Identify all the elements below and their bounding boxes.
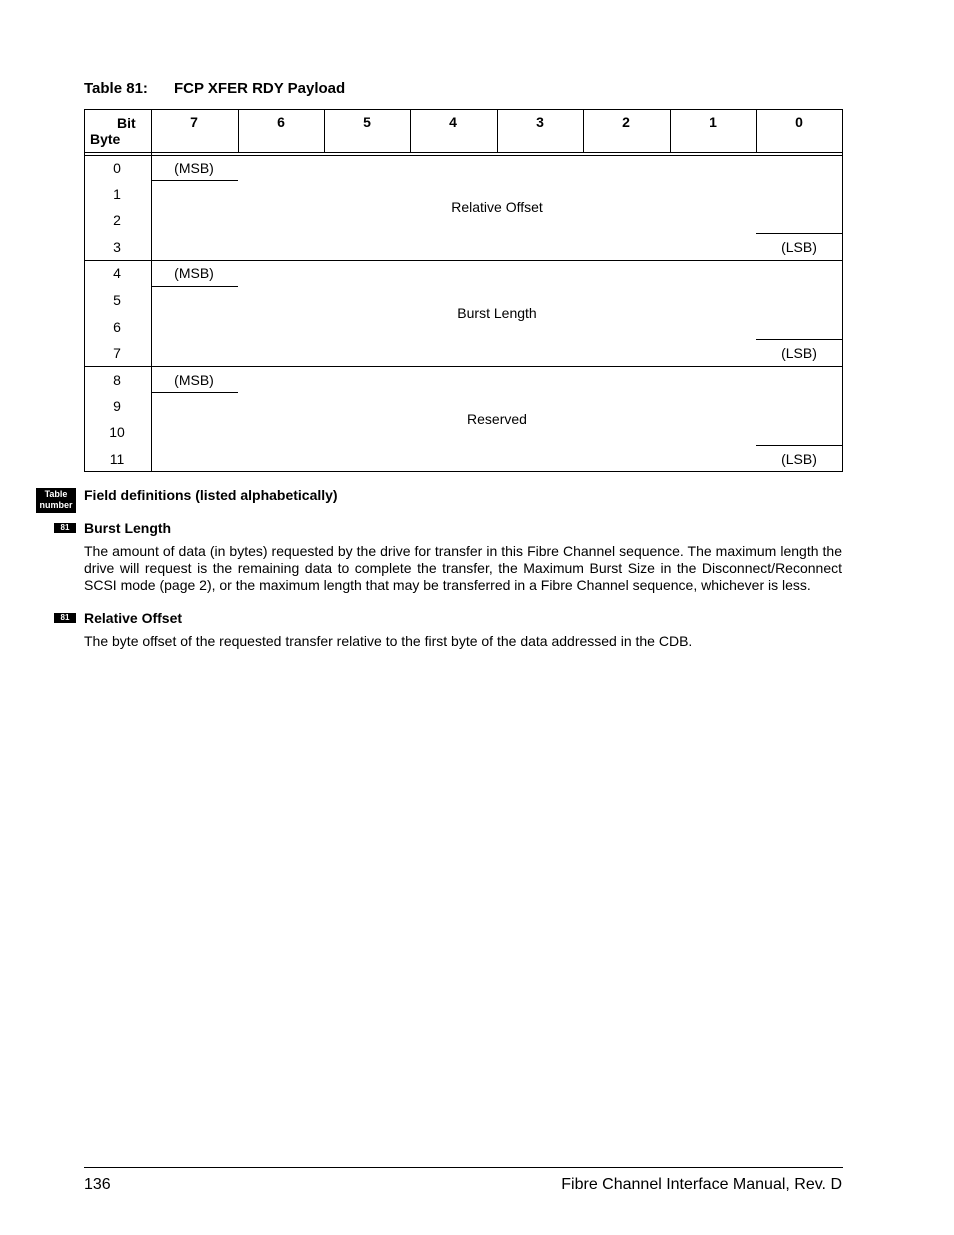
- bit-header-7: 7: [190, 114, 198, 130]
- field-description-relative-offset: The byte offset of the requested transfer relative to the first byte of the data addressed in the CDB.: [84, 633, 693, 649]
- bit-header-3: 3: [536, 114, 544, 130]
- bit-header-4: 4: [449, 114, 457, 130]
- col-divider: [583, 109, 584, 153]
- table-caption-title: FCP XFER RDY Payload: [174, 80, 346, 97]
- msb-label: (MSB): [174, 265, 214, 281]
- field-table-tag: 81: [54, 613, 76, 623]
- byte-number: 11: [109, 451, 125, 467]
- table-border-top: [84, 109, 843, 110]
- byte-column-divider: [151, 109, 152, 472]
- col-divider: [497, 109, 498, 153]
- msb-label: (MSB): [174, 160, 214, 176]
- msb-underline: [151, 286, 238, 287]
- header-rule-1: [84, 152, 843, 153]
- byte-number: 7: [113, 345, 121, 361]
- field-name-burst-length: Burst Length: [457, 305, 537, 321]
- group-separator: [84, 366, 843, 367]
- lsb-label: (LSB): [781, 239, 817, 255]
- table-number-tag: [36, 488, 76, 513]
- byte-number: 5: [113, 292, 121, 308]
- byte-number: 8: [113, 372, 121, 388]
- table-caption: [84, 80, 346, 97]
- msb-underline: [151, 392, 238, 393]
- table-border-left: [84, 109, 85, 472]
- header-rule-2: [84, 155, 843, 156]
- msb-label: (MSB): [174, 372, 214, 388]
- footer-rule: [84, 1167, 843, 1168]
- field-heading-burst-length: Burst Length: [84, 520, 172, 536]
- lsb-overline: [756, 445, 843, 446]
- byte-number: 6: [113, 319, 121, 335]
- table-number-tag-line2: number: [39, 500, 73, 510]
- byte-number: 2: [113, 212, 121, 228]
- byte-number: 0: [113, 160, 121, 176]
- bit-header-6: 6: [277, 114, 285, 130]
- lsb-overline: [756, 339, 843, 340]
- lsb-label: (LSB): [781, 345, 817, 361]
- page-number: 136: [84, 1176, 111, 1193]
- group-separator: [84, 260, 843, 261]
- bit-header-1: 1: [709, 114, 717, 130]
- byte-number: 4: [113, 265, 121, 281]
- col-divider: [756, 109, 757, 153]
- col-divider: [410, 109, 411, 153]
- field-name-relative-offset: Relative Offset: [451, 199, 543, 215]
- col-divider: [670, 109, 671, 153]
- lsb-label: (LSB): [781, 451, 817, 467]
- lsb-overline: [756, 233, 843, 234]
- field-description-burst-length: The amount of data (in bytes) requested by the drive for transfer in this Fibre Channel sequence. The maximum length the drive will request is the remaining data to complete the transfer, the Maximum Burst Size in the Disconnect/Reconnect SCSI mode (page 2), or the maximum length that may be transferred in a Fibre Channel sequence, whichever is less.: [84, 543, 842, 593]
- table-border-bottom: [84, 471, 843, 472]
- col-divider: [238, 109, 239, 153]
- table-number-tag-line1: Table: [44, 489, 68, 499]
- byte-number: 10: [109, 424, 125, 440]
- payload-table: [84, 109, 843, 472]
- bit-header-5: 5: [363, 114, 371, 130]
- document-title: Fibre Channel Interface Manual, Rev. D: [561, 1176, 842, 1193]
- table-caption-label: Table 81:: [84, 80, 148, 97]
- corner-bit-label: Bit: [117, 115, 136, 131]
- col-divider: [324, 109, 325, 153]
- byte-number: 3: [113, 239, 121, 255]
- byte-number: 1: [113, 186, 121, 202]
- msb-underline: [151, 180, 238, 181]
- field-name-reserved: Reserved: [467, 411, 527, 427]
- corner-byte-label: Byte: [90, 131, 121, 147]
- bit-header-0: 0: [795, 114, 803, 130]
- field-definitions-heading: Field definitions (listed alphabetically): [84, 487, 338, 503]
- bit-header-2: 2: [622, 114, 630, 130]
- field-heading-relative-offset: Relative Offset: [84, 610, 183, 626]
- table-border-right: [842, 109, 843, 472]
- field-table-tag: 81: [54, 523, 76, 533]
- byte-number: 9: [113, 398, 121, 414]
